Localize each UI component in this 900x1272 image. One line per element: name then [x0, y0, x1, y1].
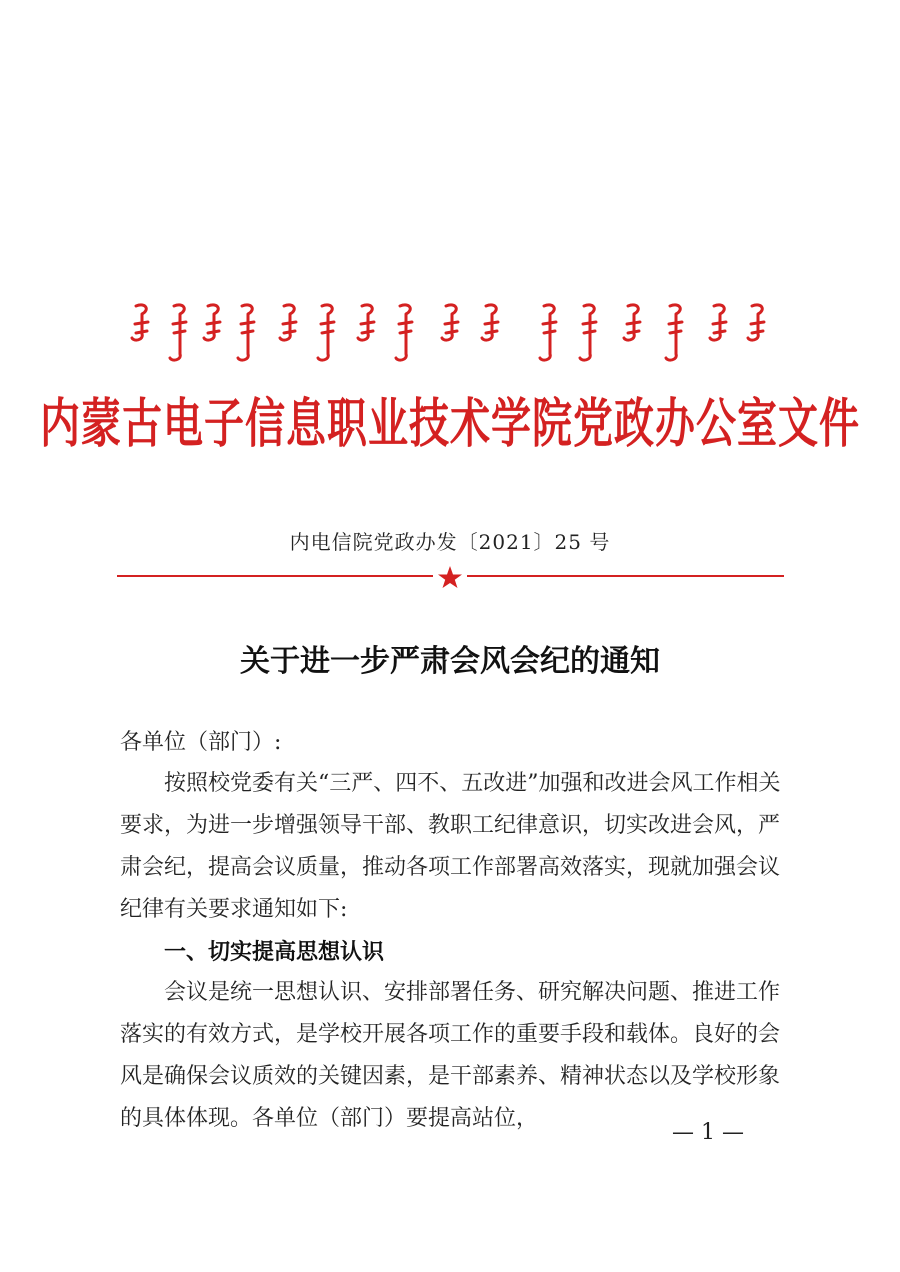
body-paragraph: [120, 763, 785, 931]
paragraph-text: 按照校党委有关“三严、四不、五改进”加强和改进会风工作相关要求，为进一步增强领导干部、教职工纪律意识，切实改进会风，严肃会纪，提高会议质量，推动各项工作部署高效落实，现就加强会议纪律有关要求通知如下:: [120, 771, 781, 922]
red-divider-left: [117, 575, 433, 577]
paragraph-text: 会议是统一思想认识、安排部署任务、研究解决问题、推进工作落实的有效方式，是学校开展各项工作的重要手段和载体。良好的会风是确保会议质效的关键因素，是干部素养、精神状态以及学校形象的具体体现。各单位（部门）要提高站位，: [120, 980, 781, 1131]
red-star-icon: [436, 565, 464, 589]
body-paragraph: [120, 972, 785, 1140]
document-number: 内电信院党政办发〔2021〕25 号: [289, 530, 611, 554]
section-heading: 一、切实提高思想认识: [164, 940, 385, 965]
mongolian-script-header: [130, 300, 770, 368]
notice-title: 关于进一步严肃会风会纪的通知: [240, 644, 660, 679]
red-divider-right: [467, 575, 784, 577]
document-header-title: 内蒙古电子信息职业技术学院党政办公室文件: [40, 393, 860, 455]
page-number: — 1 —: [672, 1120, 744, 1145]
salutation: 各单位（部门）:: [120, 730, 282, 755]
